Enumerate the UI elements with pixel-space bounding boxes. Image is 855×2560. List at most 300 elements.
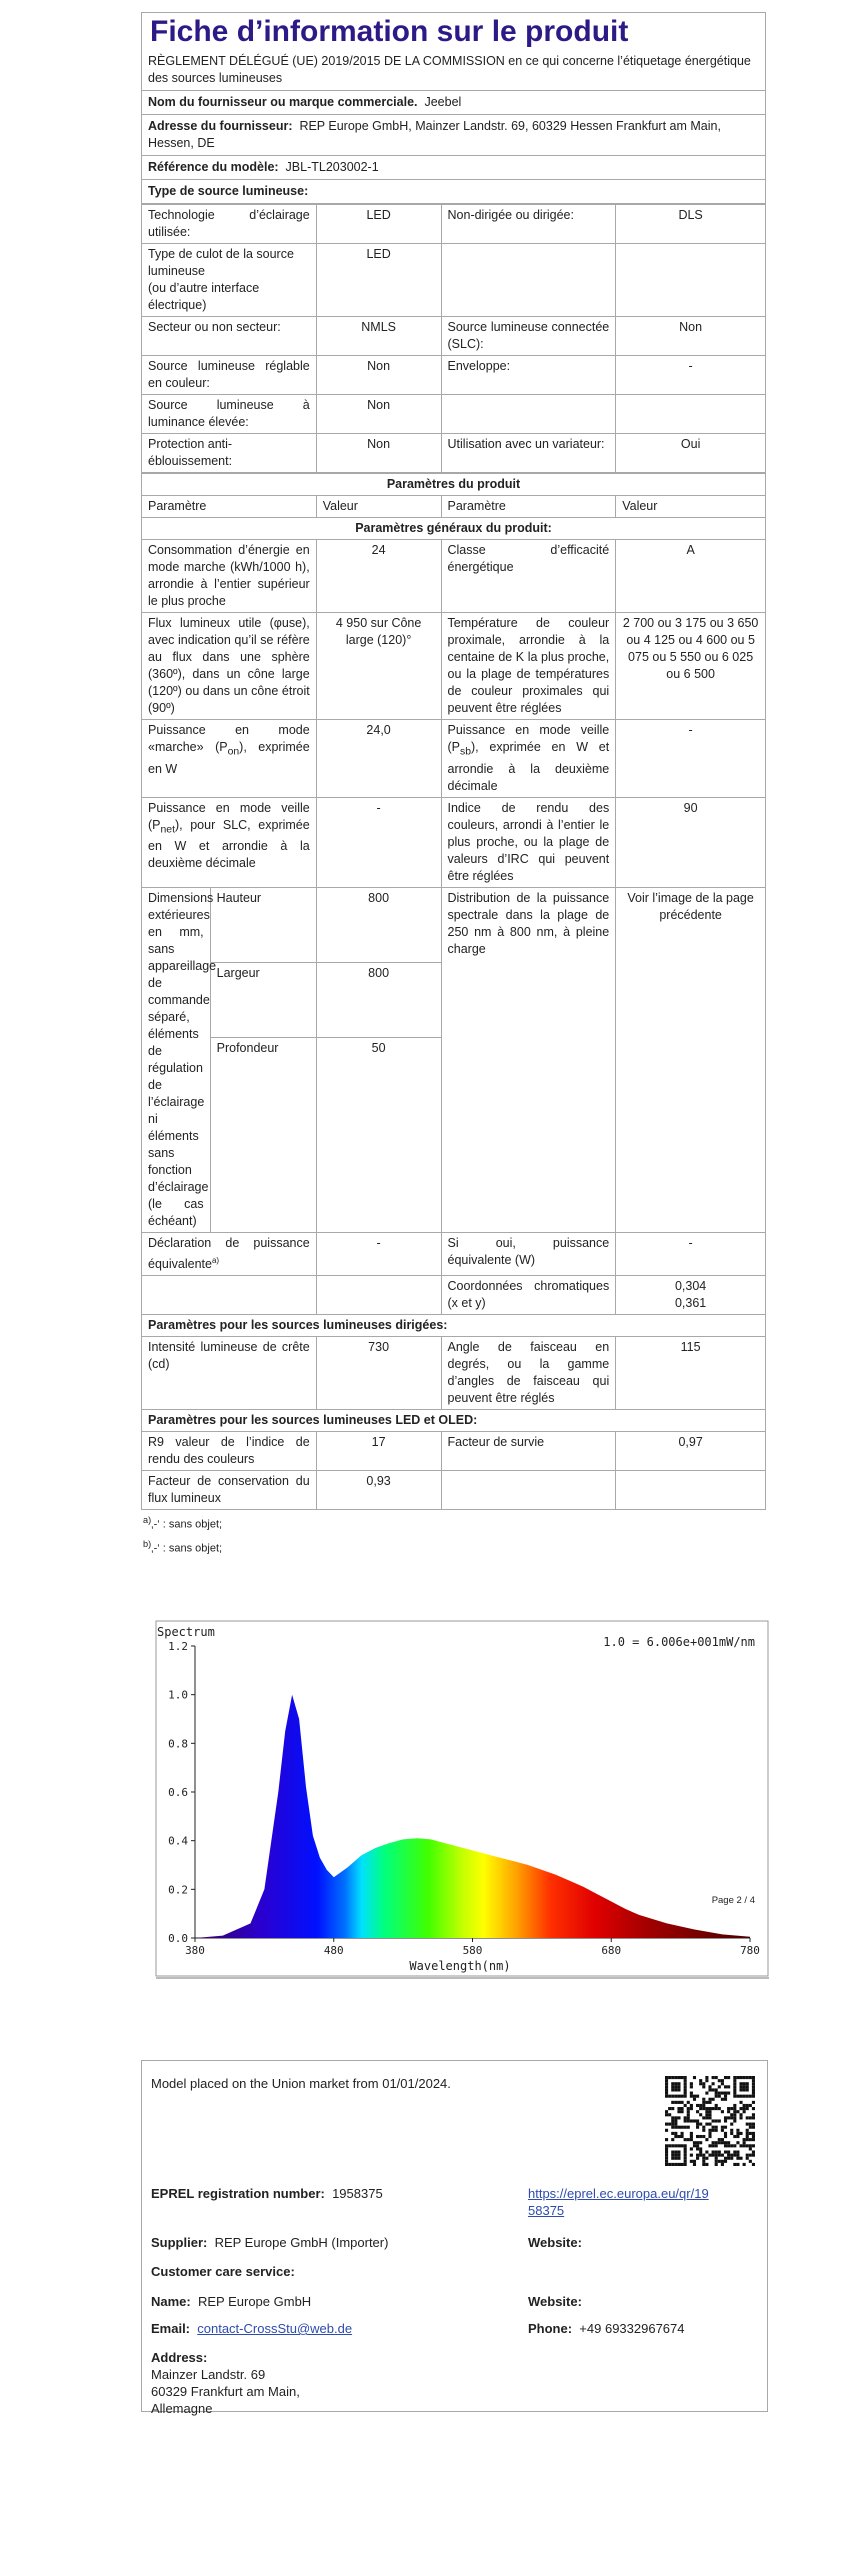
qr-module — [696, 2147, 699, 2150]
qr-module — [671, 2154, 674, 2157]
x-axis-label: Wavelength(nm) — [409, 1959, 511, 1973]
qr-module — [733, 2107, 736, 2110]
qr-module — [674, 2132, 677, 2135]
eprel-box — [141, 2060, 768, 2416]
page-label: Page 2 / 4 — [711, 1895, 755, 1906]
qr-module — [681, 2101, 684, 2104]
qr-module — [677, 2154, 680, 2157]
equivalent-power-label: Déclaration de puissance équivalente$^{a)}$ — [142, 1232, 317, 1275]
qr-module — [715, 2141, 718, 2144]
qr-module — [696, 2157, 699, 2160]
column-header: Paramètre — [441, 496, 616, 518]
qr-module — [724, 2116, 727, 2119]
qr-module — [671, 2107, 674, 2110]
qr-module — [752, 2135, 755, 2138]
qr-module — [665, 2085, 668, 2088]
qr-module — [681, 2132, 684, 2135]
address-label: Adresse du fournisseur: — [148, 119, 293, 133]
peak-intensity-label: Intensité lumineuse de crête (cd) — [142, 1336, 317, 1409]
footnote: $^{a)}$‚-‘ : sans objet; — [143, 1514, 223, 1531]
qr-module — [730, 2144, 733, 2147]
qr-module — [752, 2150, 755, 2153]
column-header: Paramètre — [142, 496, 317, 518]
qr-module — [724, 2132, 727, 2135]
qr-module — [749, 2138, 752, 2141]
qr-module — [733, 2113, 736, 2116]
chromaticity-x: 0,304 — [674, 1278, 707, 1293]
care-name — [151, 2293, 311, 2310]
qr-module — [733, 2144, 736, 2147]
chromaticity-value — [616, 1275, 766, 1314]
qr-module — [727, 2141, 730, 2144]
qr-module — [746, 2116, 749, 2119]
x-tick-label: 780 — [740, 1944, 760, 1957]
email-label: Email: — [151, 2321, 191, 2336]
qr-module — [752, 2126, 755, 2129]
qr-module — [702, 2116, 705, 2119]
qr-module — [702, 2129, 705, 2132]
qr-module — [721, 2141, 724, 2144]
qr-module — [749, 2116, 752, 2119]
mains-label: Secteur ou non secteur: — [142, 317, 317, 356]
qr-module — [665, 2129, 668, 2132]
chart-title: Spectrum — [157, 1625, 215, 1639]
high-luminance-label: Source lumineuse à luminance élevée: — [142, 395, 317, 434]
qr-module — [721, 2154, 724, 2157]
qr-module — [733, 2092, 736, 2095]
qr-module — [752, 2088, 755, 2091]
customer-care-label: Customer care service: — [151, 2264, 295, 2279]
qr-module — [739, 2144, 742, 2147]
qr-module — [705, 2157, 708, 2160]
qr-module — [696, 2141, 699, 2144]
qr-module — [752, 2138, 755, 2141]
qr-module — [752, 2085, 755, 2088]
table-row — [142, 1431, 766, 1470]
qr-module — [721, 2092, 724, 2095]
x-tick-label: 480 — [323, 1944, 344, 1957]
qr-module — [708, 2101, 711, 2104]
qr-module — [696, 2154, 699, 2157]
table-row — [142, 720, 766, 798]
qr-module — [665, 2150, 668, 2153]
qr-module — [671, 2138, 674, 2141]
qr-module — [727, 2107, 730, 2110]
qr-module — [677, 2107, 680, 2110]
qr-module — [668, 2123, 671, 2126]
colour-temperature-value: 2 700 ou 3 175 ou 3 650 ou 4 125 ou 4 600 ou 5 075 ou 5 550 ou 6 025 ou 6 500 — [616, 613, 766, 720]
qr-module — [699, 2113, 702, 2116]
registration-link-line2[interactable]: 58375 — [528, 2203, 565, 2218]
qr-module — [712, 2141, 715, 2144]
qr-module — [684, 2092, 687, 2095]
qr-module — [739, 2101, 742, 2104]
qr-module — [687, 2107, 690, 2110]
source-type-table — [141, 204, 766, 473]
table-row — [142, 395, 766, 434]
phone-value: +49 69332967674 — [579, 2321, 685, 2336]
dimmable-label: Utilisation avec un variateur: — [441, 434, 616, 473]
qr-module — [668, 2113, 671, 2116]
qr-module — [699, 2141, 702, 2144]
qr-module — [690, 2104, 693, 2107]
address-title: Address: — [151, 2350, 208, 2365]
qr-module — [736, 2110, 739, 2113]
phone-label: Phone: — [528, 2321, 573, 2336]
qr-module — [677, 2101, 680, 2104]
qr-module — [677, 2110, 680, 2113]
qr-module — [746, 2088, 749, 2091]
qr-module — [674, 2157, 677, 2160]
address-line: Allemagne — [151, 2401, 213, 2416]
qr-module — [684, 2150, 687, 2153]
qr-module — [687, 2119, 690, 2122]
table-row — [142, 356, 766, 395]
qr-module — [696, 2135, 699, 2138]
cap-type-value: LED — [316, 244, 441, 317]
colour-tuneable-value: Non — [316, 356, 441, 395]
qr-module — [699, 2147, 702, 2150]
care-address — [151, 2349, 300, 2417]
height-value: 800 — [316, 887, 441, 962]
qr-module — [736, 2154, 739, 2157]
qr-module — [712, 2082, 715, 2085]
qr-module — [724, 2126, 727, 2129]
qr-module — [671, 2116, 674, 2119]
market-text: Model placed on the Union market from 01/01/2024. — [151, 2076, 451, 2091]
standby-power-label: Puissance en mode veille $(P_{sb})$, exprimée en W et arrondie à la deuxième décimale — [441, 720, 616, 798]
registration-link[interactable] — [528, 2185, 709, 2219]
qr-module — [665, 2147, 668, 2150]
qr-module — [715, 2119, 718, 2122]
y-tick-label: 0.4 — [168, 1834, 188, 1848]
qr-module — [712, 2098, 715, 2101]
connected-source-value: Non — [616, 317, 766, 356]
qr-module — [721, 2163, 724, 2166]
empty-cell — [316, 1275, 441, 1314]
qr-module — [696, 2119, 699, 2122]
qr-module — [708, 2154, 711, 2157]
qr-module — [749, 2076, 752, 2079]
qr-module — [718, 2085, 721, 2088]
qr-module — [699, 2104, 702, 2107]
qr-module — [712, 2107, 715, 2110]
qr-module — [671, 2132, 674, 2135]
qr-module — [693, 2098, 696, 2101]
qr-module — [671, 2082, 674, 2085]
qr-module — [681, 2135, 684, 2138]
qr-module — [746, 2138, 749, 2141]
table-row — [142, 540, 766, 613]
chromaticity-label: Coordonnées chromatiques (x et y) — [441, 1275, 616, 1314]
qr-module — [739, 2088, 742, 2091]
model-label: Référence du modèle: — [148, 160, 279, 174]
qr-module — [705, 2107, 708, 2110]
qr-module — [665, 2095, 668, 2098]
qr-module — [746, 2104, 749, 2107]
energy-class-value: A — [616, 540, 766, 613]
on-mode-power-value: 24,0 — [316, 720, 441, 798]
qr-module — [746, 2107, 749, 2110]
qr-module — [668, 2107, 671, 2110]
qr-module — [752, 2113, 755, 2116]
qr-module — [671, 2126, 674, 2129]
qr-module — [730, 2123, 733, 2126]
qr-module — [715, 2150, 718, 2153]
qr-module — [665, 2088, 668, 2091]
equivalent-watts-label: Si oui, puissance équivalente (W) — [441, 1232, 616, 1275]
qr-module — [668, 2095, 671, 2098]
qr-code-icon[interactable] — [665, 2076, 755, 2166]
supplier-label: Nom du fournisseur ou marque commerciale. — [148, 95, 418, 109]
cap-type-label-line2: (ou d’autre interface électrique) — [148, 281, 260, 312]
peak-intensity-value: 730 — [316, 1336, 441, 1409]
qr-module — [739, 2095, 742, 2098]
qr-module — [739, 2082, 742, 2085]
table-row — [142, 244, 766, 317]
qr-module — [681, 2095, 684, 2098]
qr-module — [733, 2095, 736, 2098]
email-link[interactable]: contact-CrossStu@web.de — [197, 2321, 353, 2336]
colour-rendering-value: 90 — [616, 797, 766, 887]
qr-module — [674, 2088, 677, 2091]
qr-module — [736, 2132, 739, 2135]
table-row — [142, 1275, 766, 1314]
qr-module — [752, 2144, 755, 2147]
directional-label: Non-dirigée ou dirigée: — [441, 205, 616, 244]
qr-module — [749, 2144, 752, 2147]
table-row — [142, 317, 766, 356]
qr-module — [712, 2119, 715, 2122]
connected-source-label: Source lumineuse connectée (SLC): — [441, 317, 616, 356]
beam-angle-label: Angle de faisceau en degrés, ou la gamme d’angles de faisceau qui peuvent être réglés — [441, 1336, 616, 1409]
qr-module — [736, 2095, 739, 2098]
qr-module — [665, 2092, 668, 2095]
qr-module — [693, 2076, 696, 2079]
qr-module — [727, 2092, 730, 2095]
qr-module — [702, 2085, 705, 2088]
qr-module — [752, 2132, 755, 2135]
qr-module — [705, 2110, 708, 2113]
qr-module — [684, 2104, 687, 2107]
qr-module — [743, 2110, 746, 2113]
qr-module — [684, 2116, 687, 2119]
qr-module — [705, 2092, 708, 2095]
qr-module — [727, 2144, 730, 2147]
qr-module — [702, 2104, 705, 2107]
qr-module — [674, 2144, 677, 2147]
care-phone — [528, 2320, 685, 2337]
qr-module — [749, 2126, 752, 2129]
qr-module — [733, 2135, 736, 2138]
r9-value: 17 — [316, 1431, 441, 1470]
qr-module — [724, 2119, 727, 2122]
qr-module — [730, 2132, 733, 2135]
qr-module — [684, 2119, 687, 2122]
qr-module — [712, 2088, 715, 2091]
depth-label: Profondeur — [210, 1037, 316, 1232]
qr-module — [715, 2107, 718, 2110]
qr-module — [746, 2123, 749, 2126]
supplier-value: Jeebel — [424, 95, 462, 109]
y-tick-label: 0.0 — [168, 1932, 188, 1945]
qr-module — [690, 2135, 693, 2138]
qr-module — [690, 2085, 693, 2088]
spectral-distribution-label: Distribution de la puissance spectrale dans la plage de 250 nm à 800 nm, à pleine charge — [441, 887, 616, 1232]
address-line: Mainzer Landstr. 69 — [151, 2367, 266, 2382]
qr-module — [684, 2082, 687, 2085]
qr-module — [690, 2160, 693, 2163]
column-header: Valeur — [616, 496, 766, 518]
qr-module — [708, 2123, 711, 2126]
qr-module — [705, 2079, 708, 2082]
supplier-row — [142, 90, 765, 114]
qr-module — [708, 2085, 711, 2088]
qr-module — [684, 2144, 687, 2147]
general-params-header: Paramètres généraux du produit: — [142, 518, 766, 540]
qr-module — [693, 2160, 696, 2163]
useful-flux-value: 4 950 sur Cône large (120)° — [316, 613, 441, 720]
qr-module — [718, 2138, 721, 2141]
qr-module — [684, 2163, 687, 2166]
qr-module — [715, 2095, 718, 2098]
qr-code-svg — [665, 2076, 755, 2166]
directional-value: DLS — [616, 205, 766, 244]
qr-module — [708, 2098, 711, 2101]
qr-module — [746, 2082, 749, 2085]
qr-module — [699, 2135, 702, 2138]
qr-module — [665, 2157, 668, 2160]
qr-module — [702, 2163, 705, 2166]
qr-module — [739, 2113, 742, 2116]
qr-module — [708, 2132, 711, 2135]
empty-cell — [142, 1275, 317, 1314]
qr-module — [671, 2095, 674, 2098]
registration-link-line1[interactable]: https://eprel.ec.europa.eu/qr/19 — [528, 2186, 709, 2201]
envelope-label: Enveloppe: — [441, 356, 616, 395]
x-tick-label: 680 — [601, 1944, 622, 1957]
qr-module — [730, 2107, 733, 2110]
qr-module — [684, 2076, 687, 2079]
empty-cell — [441, 244, 616, 317]
qr-module — [693, 2141, 696, 2144]
qr-module — [705, 2163, 708, 2166]
qr-module — [699, 2150, 702, 2153]
qr-module — [665, 2079, 668, 2082]
qr-module — [705, 2150, 708, 2153]
qr-module — [724, 2141, 727, 2144]
qr-module — [746, 2154, 749, 2157]
standby-power-value: - — [616, 720, 766, 798]
qr-module — [705, 2123, 708, 2126]
empty-cell — [616, 244, 766, 317]
qr-module — [743, 2138, 746, 2141]
qr-module — [681, 2107, 684, 2110]
directed-params-header: Paramètres pour les sources lumineuses dirigées: — [142, 1314, 766, 1336]
qr-module — [727, 2085, 730, 2088]
qr-module — [743, 2163, 746, 2166]
spectrum-chart — [155, 1620, 770, 1980]
params-header: Paramètres du produit — [142, 474, 766, 496]
qr-module — [702, 2107, 705, 2110]
y-tick-label: 0.6 — [168, 1786, 188, 1799]
qr-module — [724, 2098, 727, 2101]
qr-module — [724, 2157, 727, 2160]
useful-flux-label: Flux lumineux utile (φuse), avec indication qu’il se réfère au flux dans une sphère (360º), dans un cône large (120º) ou dans un cône étroit (90º) — [142, 613, 317, 720]
qr-module — [712, 2076, 715, 2079]
qr-module — [671, 2101, 674, 2104]
height-label: Hauteur — [210, 887, 316, 962]
qr-module — [724, 2135, 727, 2138]
qr-module — [665, 2163, 668, 2166]
qr-module — [721, 2160, 724, 2163]
qr-module — [705, 2101, 708, 2104]
qr-module — [702, 2154, 705, 2157]
qr-module — [736, 2157, 739, 2160]
qr-module — [702, 2126, 705, 2129]
qr-module — [718, 2160, 721, 2163]
empty-cell — [441, 395, 616, 434]
qr-module — [733, 2154, 736, 2157]
anti-glare-value: Non — [316, 434, 441, 473]
chart-scale-note: 1.0 = 6.006e+001mW/nm — [603, 1635, 755, 1649]
qr-module — [715, 2092, 718, 2095]
qr-module — [721, 2138, 724, 2141]
qr-module — [715, 2088, 718, 2091]
qr-module — [712, 2150, 715, 2153]
table-row — [142, 887, 766, 962]
table-row — [142, 613, 766, 720]
qr-module — [712, 2129, 715, 2132]
qr-module — [749, 2160, 752, 2163]
qr-module — [696, 2126, 699, 2129]
qr-module — [727, 2157, 730, 2160]
qr-module — [749, 2154, 752, 2157]
qr-module — [696, 2144, 699, 2147]
qr-module — [743, 2082, 746, 2085]
footnotes — [141, 1510, 766, 1559]
qr-module — [743, 2141, 746, 2144]
qr-module — [743, 2088, 746, 2091]
table-row — [142, 797, 766, 887]
qr-module — [681, 2144, 684, 2147]
regulation-text: RÈGLEMENT DÉLÉGUÉ (UE) 2019/2015 DE LA COMMISSION en ce qui concerne l’étiquetage énergétique des sources lumineuses — [148, 54, 751, 85]
qr-module — [684, 2147, 687, 2150]
qr-module — [696, 2123, 699, 2126]
qr-module — [693, 2095, 696, 2098]
qr-module — [730, 2129, 733, 2132]
qr-module — [743, 2095, 746, 2098]
qr-module — [696, 2110, 699, 2113]
qr-module — [733, 2150, 736, 2153]
qr-module — [702, 2157, 705, 2160]
dimmable-value: Oui — [616, 434, 766, 473]
y-tick-label: 0.2 — [168, 1883, 188, 1897]
qr-module — [677, 2088, 680, 2091]
qr-module — [671, 2123, 674, 2126]
qr-module — [671, 2144, 674, 2147]
table-row — [142, 1336, 766, 1409]
website-label: Website: — [528, 2235, 582, 2250]
eprel-supplier-value: REP Europe GmbH (Importer) — [214, 2235, 389, 2250]
qr-module — [730, 2157, 733, 2160]
table-row — [142, 1470, 766, 1509]
qr-module — [724, 2160, 727, 2163]
width-label: Largeur — [210, 962, 316, 1037]
qr-module — [687, 2110, 690, 2113]
qr-module — [702, 2135, 705, 2138]
qr-module — [743, 2107, 746, 2110]
